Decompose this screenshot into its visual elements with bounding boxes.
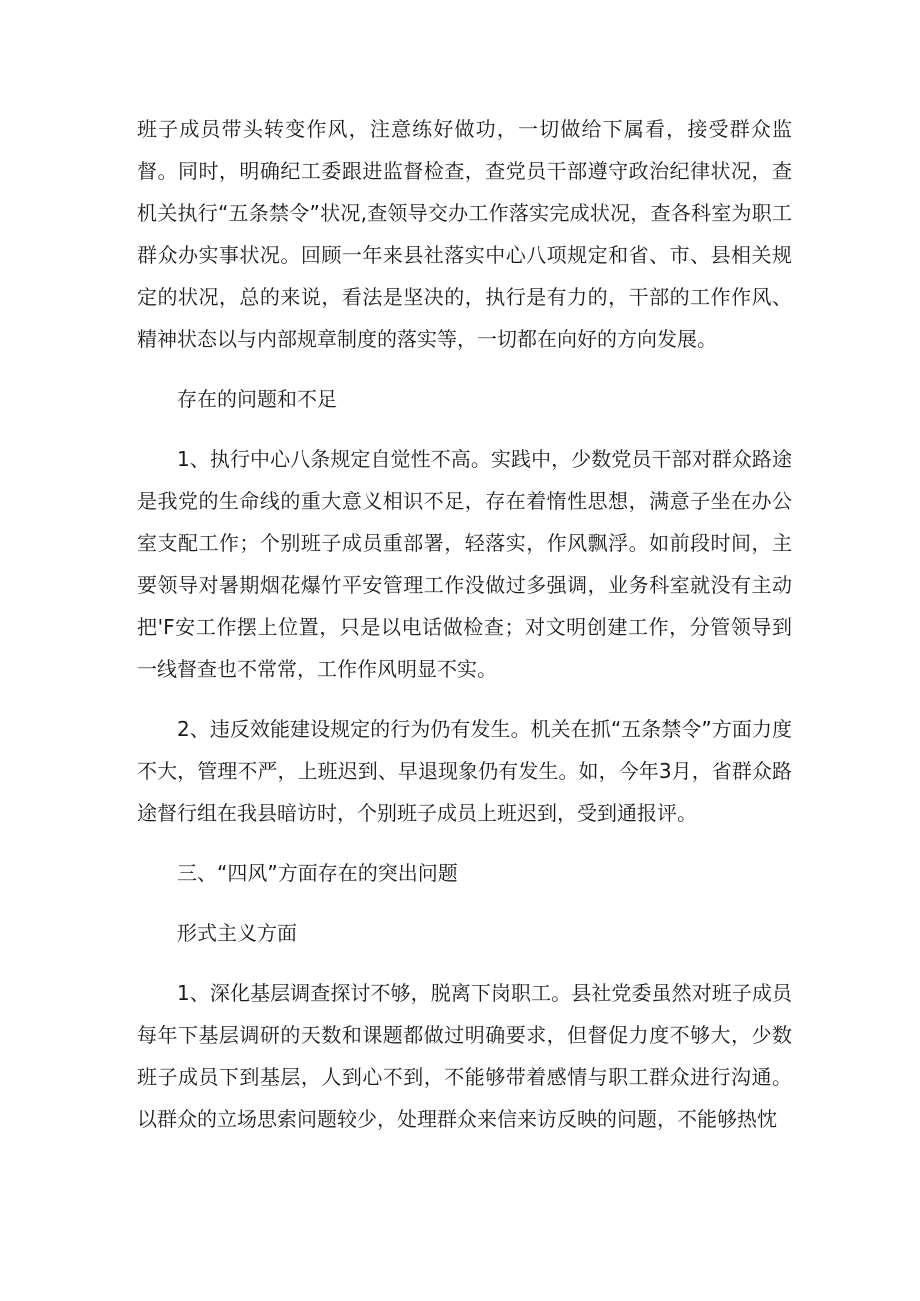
subsection-heading-formalism: 形式主义方面 [177,921,297,945]
paragraph-formalism-1: 1、深化基层调查探讨不够，脱离下岗职工。县社党委虽然对班子成员每年下基层调研的天数和课题都做过明确要求，但督促力度不够大，少数班子成员下到基层，人到心不到，不能够带着感情与职工群众进行沟通。以群众的立场思索问题较少，处理群众来信来访反映的问题，不能够热忱 [137,981,792,1131]
section-heading-four-winds: 三、“四风”方面存在的突出问题 [177,861,458,885]
paragraph-continuation: 班子成员带头转变作风，注意练好做功，一切做给下属看，接受群众监督。同时，明确纪工委跟进监督检查，查党员干部遵守政治纪律状况，查机关执行“五条禁令”状况,查领导交办工作落实完成状况，查各科室为职工群众办实事状况。回顾一年来县社落实中心八项规定和省、市、县相关规定的状况，总的来说，看法是坚决的，执行是有力的，干部的工作作风、精神状态以与内部规章制度的落实等，一切都在向好的方向发展。 [137,117,792,351]
paragraph-item-1: 1、执行中心八条规定自觉性不高。实践中，少数党员干部对群众路途是我党的生命线的重大意义相识不足，存在着惰性思想，满意子坐在办公室支配工作；个别班子成员重部署，轻落实，作风飘浮。如前段时间，主要领导对暑期烟花爆竹平安管理工作没做过多强调，业务科室就没有主动把'F安工作摆上位置，只是以电话做检查；对文明创建工作，分管领导到一线督查也不常常，工作作风明显不实。 [137,447,792,681]
paragraph-item-2: 2、违反效能建设规定的行为仍有发生。机关在抓“五条禁令”方面力度不大，管理不严，上班迟到、早退现象仍有发生。如，今年3月，省群众路途督行组在我县暗访时，个别班子成员上班迟到，受到通报评。 [137,717,792,825]
section-heading-problems: 存在的问题和不足 [177,387,337,411]
document-body [137,108,792,1158]
